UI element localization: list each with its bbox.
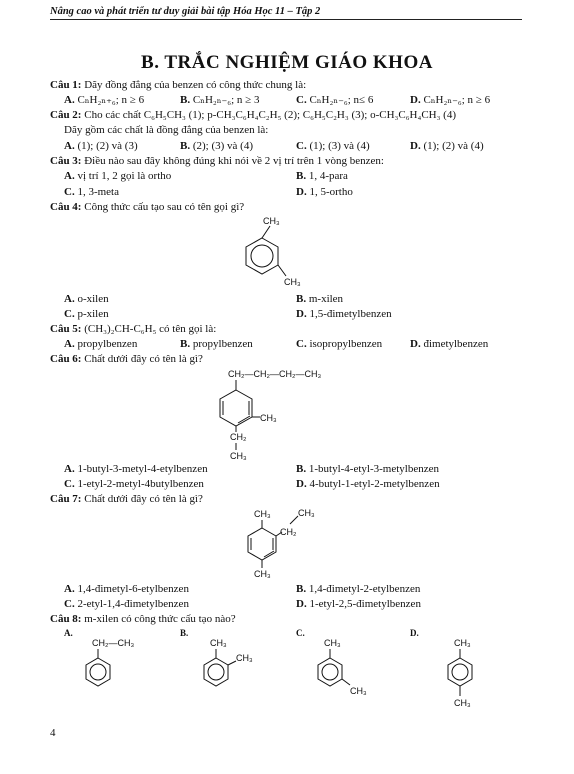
option-letter: C. (64, 186, 75, 198)
option-a[interactable] (64, 140, 138, 153)
option-letter: C. (296, 628, 305, 638)
option-text: CₙH₂ₙ₋₆; n≤ 6 (309, 94, 374, 106)
methyl-label: CH₃ (236, 653, 253, 663)
option-text: 1, 4-para (308, 170, 348, 182)
option-d[interactable] (296, 478, 440, 491)
option-text: m-xilen (308, 293, 344, 305)
option-b-letter[interactable] (180, 627, 188, 640)
question-text: (CH₃)₂CH-C₆H₅ có tên gọi là: (84, 323, 217, 335)
ethyl-label: CH₂—CH₃ (92, 638, 135, 648)
bond (290, 516, 298, 524)
section-title: B. TRẮC NGHIỆM GIÁO KHOA (141, 52, 433, 73)
option-text: 1, 5-ortho (309, 186, 353, 198)
running-header: Nâng cao và phát triển tư duy giải bài tập Hóa Học 11 – Tập 2 (50, 6, 522, 20)
option-c[interactable] (296, 338, 382, 351)
option-letter: B. (180, 628, 189, 638)
option-letter: B. (180, 338, 191, 350)
question-label: Câu 7: (50, 493, 82, 505)
q7-structure (232, 506, 332, 582)
option-c[interactable] (296, 140, 370, 153)
option-a[interactable] (64, 170, 171, 183)
option-letter: C. (296, 338, 307, 350)
option-b[interactable] (296, 583, 420, 596)
option-text: đimetylbenzen (423, 338, 489, 350)
option-a-letter[interactable] (64, 627, 73, 640)
option-letter: D. (296, 308, 307, 320)
option-c[interactable] (64, 186, 119, 199)
option-text: 1,5-đimetylbenzen (309, 308, 392, 320)
question-text-2: Dãy gồm các chất là đồng đẳng của benzen là: (64, 124, 269, 136)
methyl-label: CH₃ (230, 451, 247, 461)
methyl-label: CH₃ (254, 509, 271, 519)
option-letter: A. (64, 628, 73, 638)
page-number: 4 (50, 727, 56, 739)
option-letter: B. (296, 293, 307, 305)
methyl-label: CH₃ (254, 569, 271, 579)
option-a[interactable] (64, 463, 208, 476)
option-c-structure[interactable] (310, 636, 390, 698)
methyl-label: CH₃ (298, 508, 315, 518)
option-letter: D. (410, 140, 421, 152)
option-d[interactable] (410, 94, 490, 107)
option-text: o-xilen (77, 293, 109, 305)
option-b[interactable] (180, 338, 253, 351)
option-text: (2); (3) và (4) (192, 140, 254, 152)
question-text: Dãy đồng đẳng của benzen có công thức chung là: (84, 79, 307, 91)
question-1 (50, 79, 306, 92)
aromatic-circle (90, 664, 106, 680)
benzene-ring (248, 528, 276, 560)
option-d[interactable] (410, 140, 484, 153)
aromatic-circle (251, 245, 273, 267)
question-text: Chất dưới đây có tên là gì? (84, 353, 203, 365)
option-text: p-xilen (77, 308, 109, 320)
methyl-label: CH₃ (454, 698, 471, 708)
option-letter: D. (296, 186, 307, 198)
option-text: vị trí 1, 2 gọi là ortho (77, 170, 172, 182)
option-text: propylbenzen (192, 338, 253, 350)
question-text: Công thức cấu tạo sau có tên gọi gì? (84, 201, 245, 213)
bond (278, 265, 286, 276)
option-c[interactable] (64, 308, 109, 321)
benzene-ring (220, 390, 252, 426)
bond (228, 661, 236, 665)
option-c[interactable] (64, 478, 204, 491)
option-c-letter[interactable] (296, 627, 305, 640)
methyl-label: CH₃ (350, 686, 367, 696)
question-5 (50, 323, 216, 336)
question-6 (50, 353, 203, 366)
option-text: 2-etyl-1,4-đimetylbenzen (77, 598, 189, 610)
option-letter: D. (296, 598, 307, 610)
option-letter: B. (296, 463, 307, 475)
option-letter: A. (64, 170, 75, 182)
methyl-label: CH₃ (284, 277, 301, 287)
option-d[interactable] (296, 186, 353, 199)
option-letter: A. (64, 94, 75, 106)
question-label: Câu 3: (50, 155, 82, 167)
methyl-label: CH₃ (324, 638, 341, 648)
question-label: Câu 2: (50, 109, 82, 121)
option-text: propylbenzen (77, 338, 138, 350)
methyl-label: CH₃ (263, 216, 280, 226)
option-letter: C. (64, 478, 75, 490)
option-text: CₙH₂ₙ₊₆; n ≥ 6 (77, 94, 145, 106)
question-text: m-xilen có công thức cấu tạo nào? (84, 613, 236, 625)
option-d[interactable] (296, 598, 421, 611)
question-7 (50, 493, 203, 506)
question-text: Cho các chất C₆H₅CH₃ (1); p-CH₃C₆H₄C₂H₅ (2); C₆H₅C₂H₃ (3); o-CH₃C₆H₄CH₃ (4) (84, 109, 457, 121)
option-text: CₙH₂ₙ₋₆; n ≥ 3 (192, 94, 260, 106)
option-letter: D. (410, 628, 419, 638)
option-letter: B. (180, 140, 191, 152)
aromatic-circle (452, 664, 468, 680)
methyl-label: CH₃ (260, 413, 277, 423)
option-a[interactable] (64, 338, 137, 351)
methylene-label: CH₂ (230, 432, 247, 442)
question-3 (50, 155, 384, 168)
question-4 (50, 201, 244, 214)
question-label: Câu 4: (50, 201, 82, 213)
option-d-structure[interactable] (440, 636, 500, 712)
option-a[interactable] (64, 94, 144, 107)
question-label: Câu 1: (50, 79, 82, 91)
methylene-label: CH₂ (280, 527, 297, 537)
option-letter: D. (410, 338, 421, 350)
option-text: 1-butyl-3-metyl-4-etylbenzen (77, 463, 208, 475)
question-text: Điều nào sau đây không đúng khi nói về 2 vị trí trên 1 vòng benzen: (84, 155, 384, 167)
option-letter: B. (296, 170, 307, 182)
question-8 (50, 613, 236, 626)
option-d-letter[interactable] (410, 627, 419, 640)
methyl-label: CH₃ (210, 638, 227, 648)
option-text: 1-butyl-4-etyl-3-metylbenzen (308, 463, 439, 475)
option-letter: A. (64, 140, 75, 152)
option-a-structure[interactable] (78, 636, 158, 698)
option-letter: D. (410, 94, 421, 106)
option-d[interactable] (296, 308, 392, 321)
option-c[interactable] (64, 598, 189, 611)
option-text: (1); (2) và (3) (77, 140, 138, 152)
option-a[interactable] (64, 583, 189, 596)
question-2 (50, 109, 456, 122)
option-b-structure[interactable] (196, 636, 276, 698)
m-xylene-structure (226, 214, 326, 290)
option-text: 1,4-đimetyl-6-etylbenzen (77, 583, 189, 595)
option-b[interactable] (296, 293, 343, 306)
option-letter: C. (64, 598, 75, 610)
option-b[interactable] (296, 463, 439, 476)
aromatic-circle (208, 664, 224, 680)
question-label: Câu 5: (50, 323, 82, 335)
option-b[interactable] (180, 94, 259, 107)
option-text: 1, 3-meta (77, 186, 119, 198)
option-letter: A. (64, 583, 75, 595)
aromatic-circle (322, 664, 338, 680)
option-letter: A. (64, 338, 75, 350)
bond (342, 679, 350, 685)
methyl-label: CH₃ (454, 638, 471, 648)
question-label: Câu 8: (50, 613, 82, 625)
option-text: (1); (2) và (4) (423, 140, 484, 152)
option-a[interactable] (64, 293, 109, 306)
question-text: Chất dưới đây có tên là gì? (84, 493, 203, 505)
option-d[interactable] (410, 338, 488, 351)
option-text: 4-butyl-1-etyl-2-metylbenzen (309, 478, 440, 490)
option-text: (1); (3) và (4) (309, 140, 370, 152)
option-letter: D. (296, 478, 307, 490)
option-letter: A. (64, 293, 75, 305)
question-label: Câu 6: (50, 353, 82, 365)
bond (262, 226, 270, 238)
option-letter: A. (64, 463, 75, 475)
option-letter: C. (64, 308, 75, 320)
option-b[interactable] (296, 170, 348, 183)
option-b[interactable] (180, 140, 253, 153)
option-letter: B. (296, 583, 307, 595)
option-letter: C. (296, 94, 307, 106)
option-text: 1-etyl-2-metyl-4butylbenzen (77, 478, 204, 490)
option-text: 1,4-đimetyl-2-etylbenzen (308, 583, 421, 595)
butyl-chain-label: CH₂—CH₂—CH₂—CH₃ (228, 369, 322, 379)
option-text: CₙH₂ₙ₋₆; n ≥ 6 (423, 94, 491, 106)
option-letter: C. (296, 140, 307, 152)
option-text: isopropylbenzen (309, 338, 383, 350)
option-letter: B. (180, 94, 191, 106)
option-text: 1-etyl-2,5-đimetylbenzen (309, 598, 421, 610)
q6-structure (212, 366, 362, 462)
option-c[interactable] (296, 94, 373, 107)
